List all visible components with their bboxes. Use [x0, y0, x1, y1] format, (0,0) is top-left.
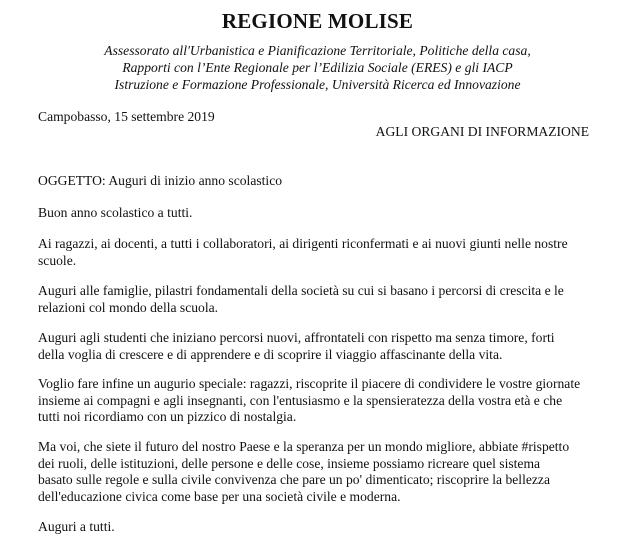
recipient: AGLI ORGANI DI INFORMAZIONE: [375, 124, 589, 139]
document-title: REGIONE MOLISE: [221, 9, 414, 33]
paragraph-4: [38, 376, 591, 426]
place-date: Campobasso, 15 settembre 2019: [38, 109, 215, 124]
paragraph-line: Auguri alle famiglie, pilastri fondamentali della società su cui si basano i percorsi di crescita e le: [38, 283, 564, 298]
paragraph-1: [38, 236, 591, 269]
subtitle-line-1: Assessorato all'Urbanistica e Pianificazione Territoriale, Politiche della casa,: [104, 43, 531, 58]
paragraph-2: [38, 283, 591, 316]
paragraph-line: Ai ragazzi, ai docenti, a tutti i collaboratori, ai dirigenti riconfermati e ai nuovi giunti nelle nostre: [38, 236, 568, 251]
paragraph-line: dei ruoli, delle istituzioni, delle persone e delle cose, insieme possiamo ricreare quel sistema: [38, 455, 541, 471]
subject-line: OGGETTO: Auguri di inizio anno scolastico: [38, 173, 283, 188]
subtitle-line-3: Istruzione e Formazione Professionale, Università Ricerca ed Innovazione: [114, 77, 521, 92]
paragraph-line: basato sulle regole e sulla civile convivenza che pare un po' dimenticato; riscoprire la bellezza: [38, 472, 550, 487]
paragraph-line: Ma voi, che siete il futuro del nostro Paese e la speranza per un mondo migliore, abbiate #rispetto: [38, 439, 570, 454]
greeting: Buon anno scolastico a tutti.: [38, 205, 193, 220]
paragraph-line: dell'educazione civica come base per una società civile e moderna.: [38, 488, 401, 504]
paragraph-3: [38, 330, 591, 363]
paragraph-line: tutti noi ricordiamo con un pizzico di nostalgia.: [38, 409, 297, 424]
paragraph-line: relazioni col mondo della scuola.: [38, 299, 219, 315]
paragraph-line: della voglia di crescere e di apprendere e di scoprire il viaggio affascinante della vita.: [38, 346, 503, 362]
closing: Auguri a tutti.: [38, 519, 115, 534]
subtitle-line-2: Rapporti con l’Ente Regionale per l’Edilizia Sociale (ERES) e gli IACP: [122, 60, 513, 75]
paragraph-5: [38, 439, 591, 505]
paragraph-line: scuole.: [38, 252, 77, 268]
paragraph-line: Auguri agli studenti che iniziano percorsi nuovi, affrontateli con rispetto ma senza timore, forti: [38, 330, 555, 345]
paragraph-line: Voglio fare infine un augurio speciale: ragazzi, riscoprite il piacere di condividere le vostre giornate: [38, 376, 581, 391]
paragraph-line: insieme ai compagni e agli insegnanti, con l'entusiasmo e la spensieratezza della vostra età e che: [38, 392, 563, 408]
